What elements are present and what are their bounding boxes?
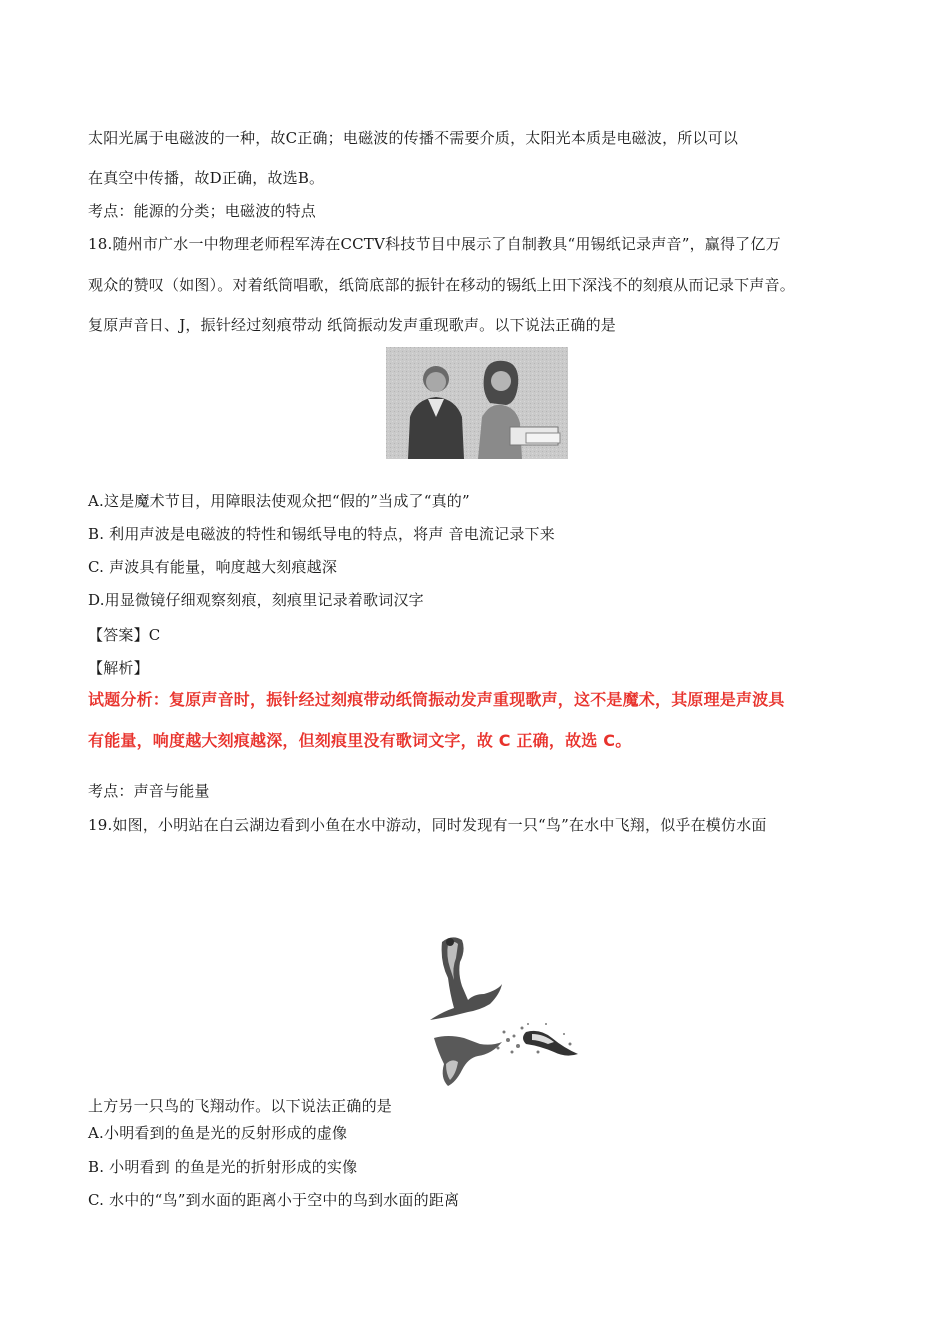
question-19-stem-1: 19.如图，小明站在白云湖边看到小鱼在水中游动，同时发现有一只“鸟”在水中飞翔，似乎在模仿水面 — [88, 816, 767, 834]
question-18-stem-3: 复原声音日、J，振针经过刻痕带动 纸筒振动发声重现歌声。以下说法正确的是 — [88, 316, 616, 334]
q18-option-b: B. 利用声波是电磁波的特性和锡纸导电的特点，将声 音电流记录下来 — [88, 525, 555, 543]
q18-analysis-line-2: 有能量，响度越大刻痕越深，但刻痕里没有歌词文字，故 C 正确，故选 C。 — [88, 731, 632, 750]
kaodian-17: 考点：能源的分类；电磁波的特点 — [88, 202, 317, 220]
kaodian-18: 考点：声音与能量 — [88, 782, 210, 800]
text-line-1: 太阳光属于电磁波的一种，故C正确；电磁波的传播不需要介质，太阳光本质是电磁波，所以可以 — [88, 129, 739, 147]
q18-analysis-line-1: 试题分析：复原声音时，振针经过刻痕带动纸筒振动发声重现歌声，这不是魔术，其原理是声波具 — [88, 690, 785, 709]
bird-reflection-figure — [428, 928, 584, 1088]
q18-answer: 【答案】C — [88, 626, 161, 644]
text-line-2: 在真空中传播，故D正确，故选B。 — [88, 169, 325, 187]
question-18-stem-1: 18.随州市广水一中物理老师程军涛在CCTV科技节目中展示了自制教具“用锡纸记录声音”，赢得了亿万 — [88, 235, 781, 253]
q18-option-c: C. 声波具有能量，响度越大刻痕越深 — [88, 558, 338, 576]
q18-option-a: A.这是魔术节目，用障眼法使观众把“假的”当成了“真的” — [88, 492, 470, 510]
q19-option-b: B. 小明看到 的鱼是光的折射形成的实像 — [88, 1158, 358, 1176]
tv-program-photo — [386, 347, 568, 459]
question-19-stem-2: 上方另一只鸟的飞翔动作。以下说法正确的是 — [88, 1097, 393, 1115]
q19-option-a: A.小明看到的鱼是光的反射形成的虚像 — [88, 1124, 348, 1142]
q18-option-d: D.用显微镜仔细观察刻痕，刻痕里记录着歌词汉字 — [88, 591, 424, 609]
q19-option-c: C. 水中的“鸟”到水面的距离小于空中的鸟到水面的距离 — [88, 1191, 460, 1209]
question-18-stem-2: 观众的赞叹（如图）。对着纸筒唱歌，纸筒底部的振针在移动的锡纸上田下深浅不的刻痕从而记录下声音。 — [88, 276, 795, 294]
q18-analysis-heading: 【解析】 — [88, 659, 149, 677]
